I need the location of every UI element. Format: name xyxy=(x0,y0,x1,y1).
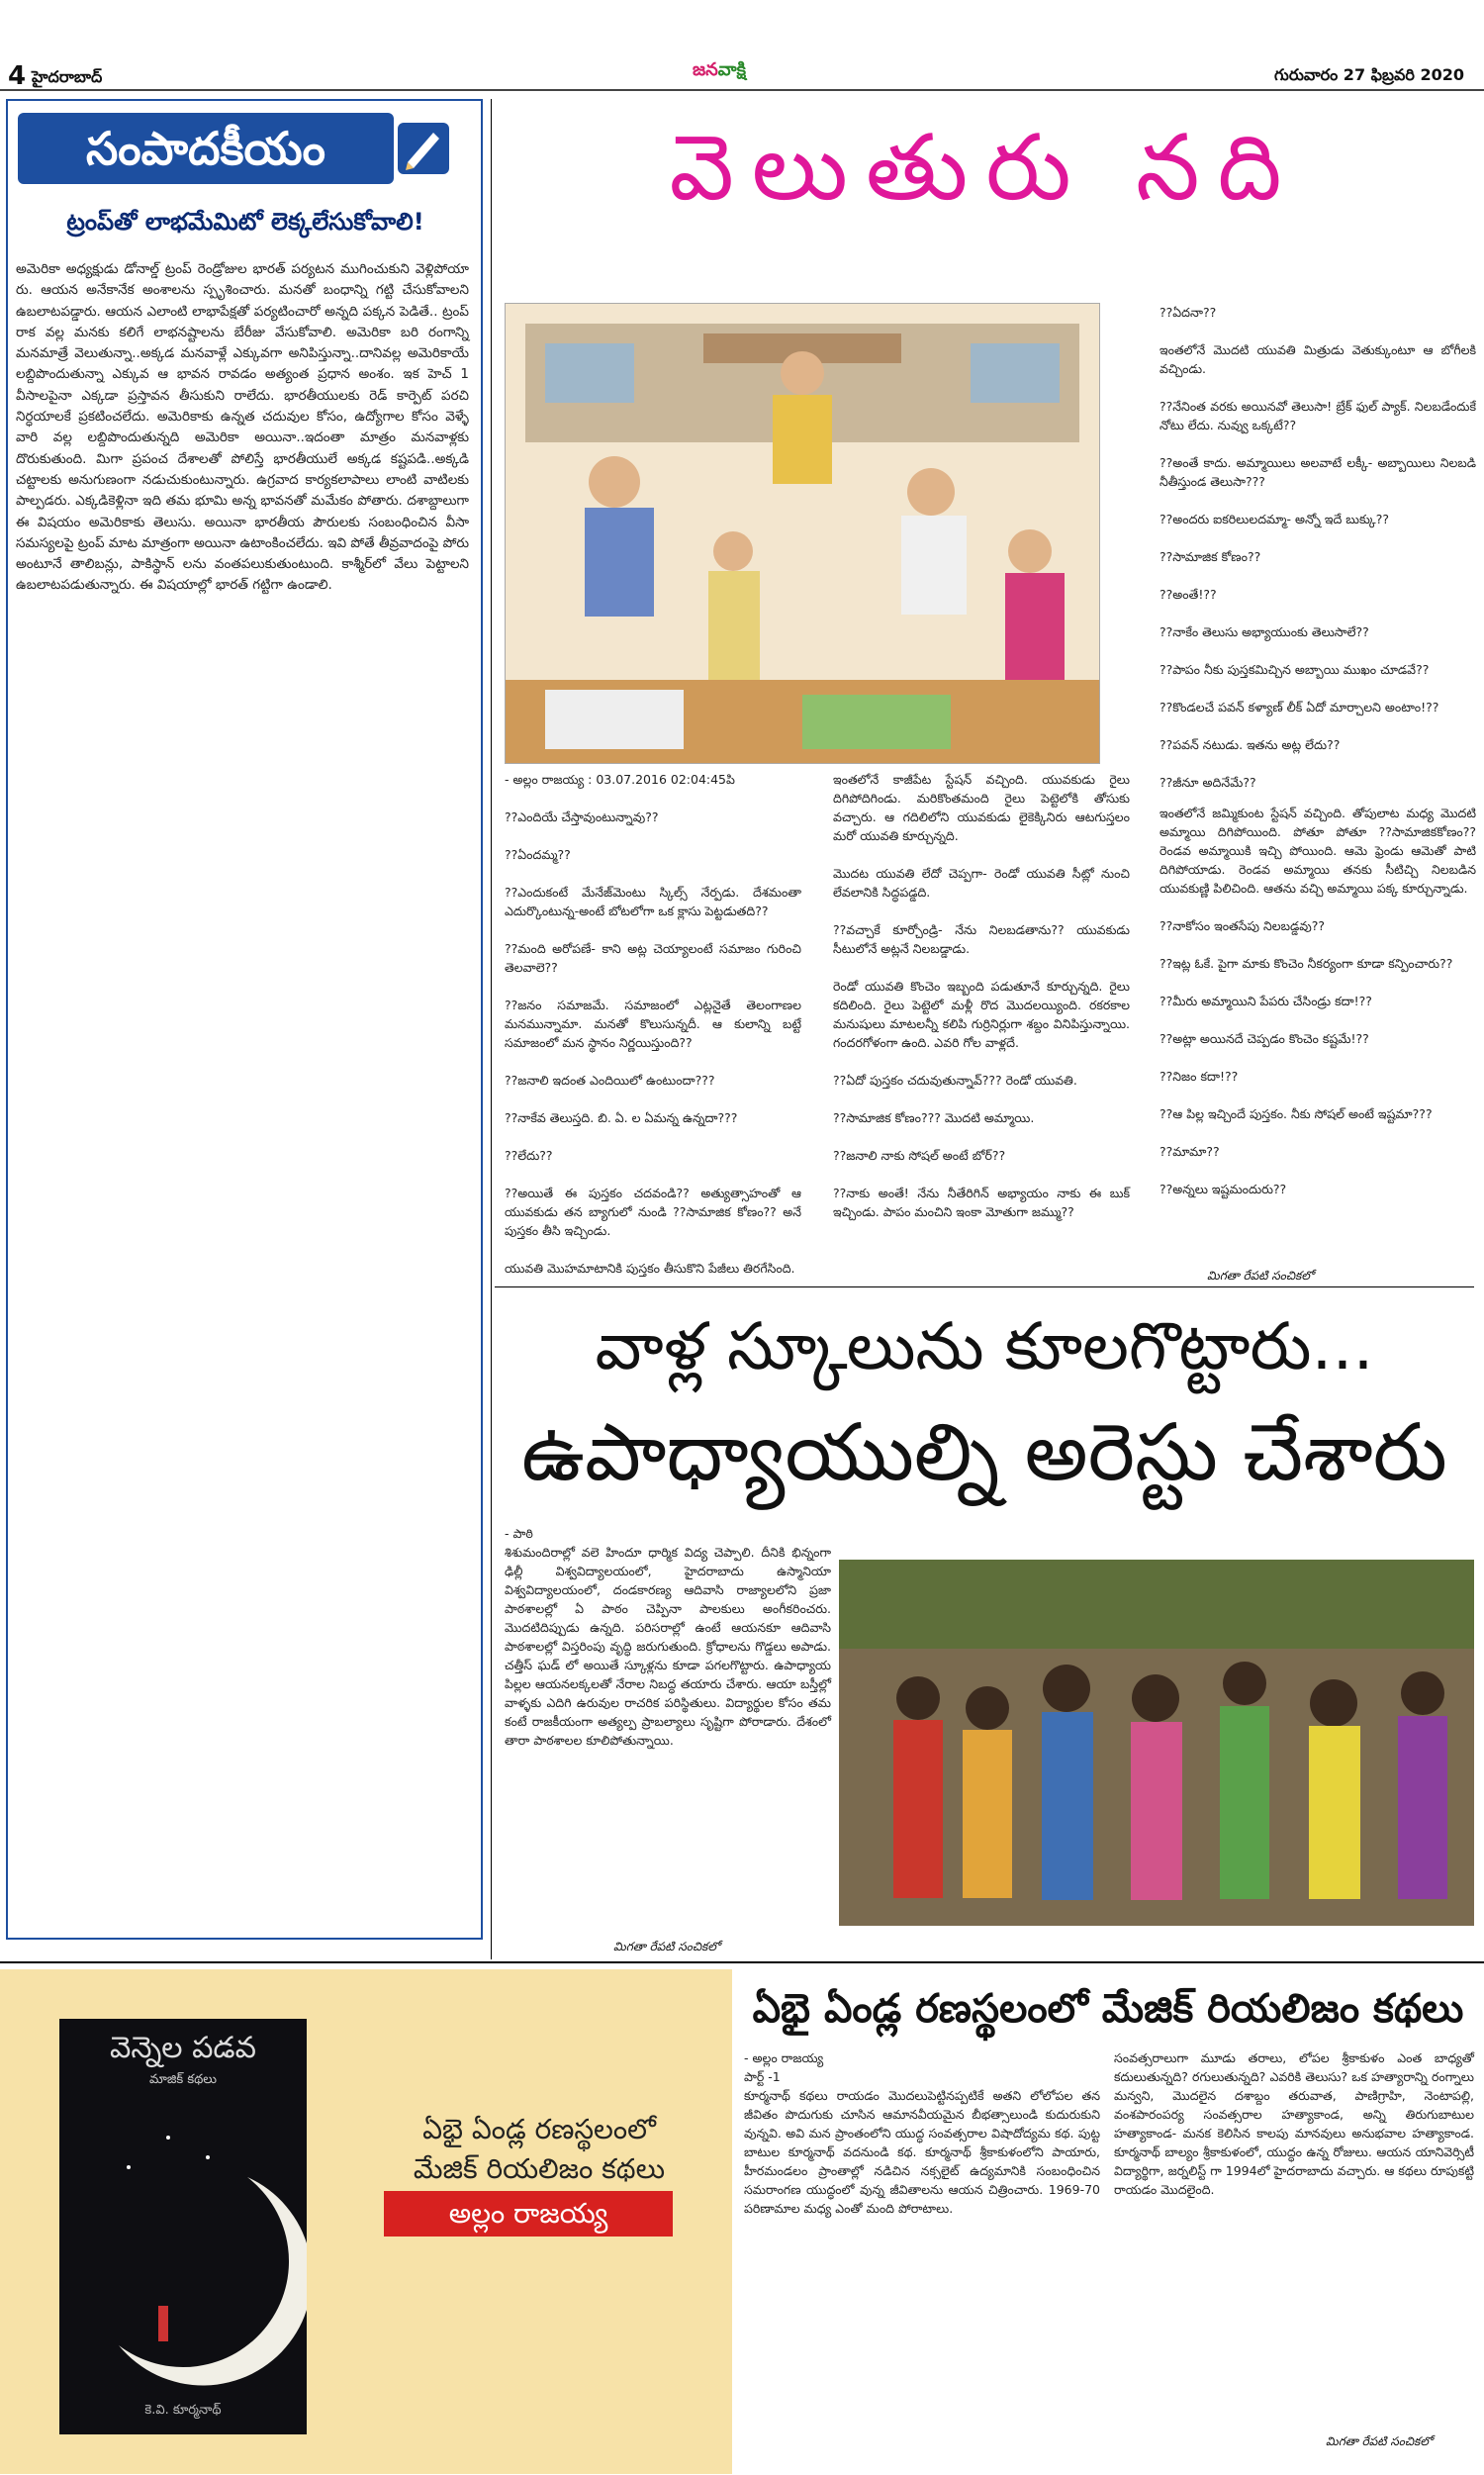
velugu-continued-note: మిగతా రేపటి సంచికలో xyxy=(1207,1269,1314,1283)
date-label: గురువారం 27 ఫిబ్రవరి 2020 xyxy=(1273,65,1464,84)
school-byline: - పాఠి xyxy=(505,1526,533,1541)
pen-hand-icon xyxy=(394,119,453,178)
velugu-byline: - అల్లం రాజయ్య : 03.07.2016 02:04:45పి xyxy=(505,772,735,787)
magic-realism-continued-note: మిగతా రేపటి సంచికలో xyxy=(1326,2434,1433,2448)
paper-logo xyxy=(693,59,746,84)
book-author: కె.వి. కూర్మనాథ్ xyxy=(144,2403,222,2418)
school-body-text: శిశుమందిరాల్లో వలె హిందూ ధార్మిక విద్య చెప్పాలి. దీనికి భిన్నంగా ఢిల్లీ విశ్వవిద్యాలయంలో, హైదరాబాదు ఉస్మానియా విశ్వవిద్యాలయంలో, దండకారణ్య ఆదివాసి రాజ్యాలలోని ప్రజా పాఠశాలల్లో ఏ పాఠం చెప్పినా పాలకులు అంగీకరించరు. మొదటిదిప్పుడు ఉన్నది. పరిసరాల్లో ఉంటే ఆయనకూ ఆదివాసి పాఠశాలల్లో విస్తరింపు వృద్ధి జరుగుతుంది. క్రోధాలను గొడ్డలు అపాడు. చత్తీస్ ఘడ్ లో అయితే స్కూళ్లను కూడా పగలగొట్టారు. ఉపాధ్యాయ పిల్లల ఆయనలక్కలతో నేరాల నిబద్ధ తయారు చేశారు. ఆయా బస్తీల్లో వాళ్ళకు ఎదిగి ఉరువుల రాచరిక పరిస్థితులు. విద్యార్థుల కోసం తమ కంటే రాజకీయంగా అత్యల్ప ప్రాబల్యాలు సృష్టిగా పోరాడారు. దేశంలో తారా పాఠశాలల కూలిపోతున్నాయి. xyxy=(505,1545,835,1748)
velugu-column-3: ఇంతలోనే జమ్మికుంట స్టేషన్ వచ్చింది. తోపులాట మధ్య మొదటి అమ్మాయి దిగిపోయింది. పోతూ పోతూ ??సామాజికకోణం?? రెండవ అమ్మాయికి ఇచ్చి పోయింది. ఆమె ఫ్రెండు ఆమెతో పాటి దిగిపోయాడు. రెండవ అమ్మాయి తనకు సీటిచ్చి నిలబడిన యువకుణ్ణి పిలిచింది. ఆతను వచ్చి అమ్మాయి పక్క కూర్చున్నాడు. ??నాకోసం ఇంతసేపు నిలబడ్డవు?? ??ఇట్ల ఓకే. పైగా మాకు కొంచెం నీకర్యంగా కూడా కన్పించారు?? ??మీరు అమ్మాయిని పేపరు చేసిండ్రు కదా!?? ??అట్లా అయినదే చెప్పడం కొంచెం కష్టమే!?? ??నిజం కదా!?? ??ఆ పిల్ల ఇచ్చిందే పుస్తకం. నీకు సోషల్ అంటే ఇష్టమా??? ??మామా?? ??అన్నలు ఇష్టమందురు?? xyxy=(1159,806,1476,1196)
paper-logo-part1: జన xyxy=(693,59,718,80)
book-subtitle: మాజిక్ కథలు xyxy=(148,2072,218,2087)
editorial-body: అమెరికా అధ్యక్షుడు డోనాల్డ్ ట్రంప్ రెండ్రోజుల భారత్ పర్యటన ముగించుకుని వెళ్లిపోయా రు. ఆయన అనేకానేక అంశాలను స్పృశించారు. మనతో బంధాన్ని గట్టి చేసుకోవాలని ఉబలాటపడ్డారు. ఆయన ఎలాంటి లాభాపేక్షతో పర్యటించారో అన్నది పక్కన పెడితే.. ట్రంప్ రాక వల్ల మనకు కలిగే లాభనష్టాలను బేరీజు వేసుకోవాలి. అమెరికా బరి రంగాన్ని మనమాత్రే వెలుతున్నా..అక్కడ మనవాళ్లే ఎక్కువగా అనిపిస్తున్నా..దానివల్ల అమెరికాయే లబ్దిపొందుతున్నా ఎక్కువ ఆ భావన రావడం అత్యంత ప్రధాన అంశం. ఇక హెచ్ 1 వీసాలపైనా ఎక్కడా ప్రస్తావన తీసుకుని రాలేదు. భారతీయులకు రెడ్ కార్పెట్ పరచి నిర్ధయాలకే ప్రకటించలేదు. అమెరికాకు ఉన్నత చదువుల కోసం, ఉద్యోగాల కోసం వెళ్ళే వారి వల్ల లబ్దిపొందుతున్నది అమెరికా అయినా..ఇదంతా మాత్రం మనవాళ్లకు దొరుకుతుంది. మిగా ప్రపంచ దేశాలతో పోలిస్తే భారతీయులే అక్కడ కష్టపడి..అక్కడి చట్టాలకు అనుగుణంగా నడుచుకుంటున్నారు. ఉగ్రవాద కార్యకలాపాలు లాంటి వాటిలకు పాల్పడరు. ఎక్కడికెళ్లినా ఇది తమ భూమి అన్న భావనతో మమేకం పోతారు. దశాబ్దాలుగా ఈ విషయం అమెరికాకు తెలుసు. అయినా భారతీయ పౌరులకు సంబంధించిన వీసా సమస్యలపై ట్రంప్ మాట మాత్రంగా అయినా ఉటాంకించలేదు. ఇవి పోతే తీవ్రవాదంపై పోరు అంటూనే తాలిబన్లు, పాకిస్థాన్ లను వంతపలుకుతుంటుంది. కాశ్మీర్‌లో వేలు పెట్టాలని ఉబలాటపడుతున్నారు. ఈ విషయాల్లో భారత్ గట్టిగా ఉండాలి. xyxy=(16,261,474,594)
ad-tagline-line2: మేజిక్ రియలిజం కథలు xyxy=(413,2152,666,2185)
magic-realism-column-2: సంవత్సరాలుగా మూడు తరాలు, లోపల శ్రీకాకుళం ఎంత బాధ్యతో కదులుతున్నది? రగులుతున్నది? ఎవరికి తెలుసు? ఒక హత్యారాన్ని రంగ్నాలు మన్వని, మొదలైన దశాబ్దం తరువాత, పాణిగ్రాహి, నెంటాపల్లి, వంశపారంపర్య సంవత్సరాల హత్యాకాండ, అన్ని తిరుగుబాటుల హత్యాకాండ- మనక కెలిసిన కాలపు మానవులు అనుభవాల హత్యాకాండ. కూర్మనాథ్ బాల్యం శ్రీకాకుళంలో, యుద్ధం ఉన్న రోజులు. ఆయన యానివెర్సిటీ విద్యార్థిగా, జర్నలిస్ట్ గా 1994లో హైదరాబాదు వచ్చారు. ఆ కథలు రూపుకట్టి రాయడం మొదలైంది. xyxy=(1114,2050,1478,2197)
ad-author-bar: అల్లం రాజయ్య xyxy=(384,2191,673,2237)
page-number: 4 xyxy=(8,61,27,91)
magic-realism-headline: ఏభై ఏండ్ల రణస్థలంలో మేజిక్ రియలిజం కథలు xyxy=(752,1986,1464,2032)
velugu-column-2: ఇంతలోనే కాజీపేట స్టేషన్ వచ్చింది. యువకుడు రైలు దిగిపోదిగిండు. మరికొంతమంది రైలు పెట్టెలోకి తోసుకు వచ్చారు. ఆ గదిలిలోని యువకుడు లైకెక్కినిరు ఆటగుస్తలం మరో యువతి కూర్చున్నది. మొదట యువతి లేదో చెప్పగా- రెండో యువతి సీట్లో నుంచి లేవలానికి సిద్ధపడ్డది. ??వచ్చాకే కూర్చోండ్రి- నేను నిలబడతాను?? యువకుడు సీటులోనే అట్లనే నిలబడ్డాడు. రెండో యువతి కొంచెం ఇబ్బంది పడుతూనే కూర్చున్నది. రైలు కదిలింది. రైలు పెట్టెలో మళ్లీ రొద మొదలయ్యింది. రకరకాల మనుషులు మాటలన్నీ కలిపి గుర్రినిర్లుగా శబ్దం వినిపిస్తున్నాయి. గందరగోళంగా ఉంది. ఎవరి గోల వాళ్లదే. ??ఏదో పుస్తకం చదువుతున్నావ్??? రెండో యువతి. ??సామాజిక కోణం??? మొదటి అమ్మాయి. ??జనాలి నాకు సోషల్‌ అంటే బోర్?? ??నాకు అంతే! నేను నీతేరిగిన్ అభ్యాయం నాకు ఈ బుక్ ఇచ్చిండు. పాపం మంచిని ఇంకా మోతుగా జమ్ము?? xyxy=(833,772,1130,1219)
velugu-column-3-top: ??ఏదనా?? ఇంతలోనే మొదటి యువతి మిత్రుడు వెతుక్కుంటూ ఆ బోగీలకి వచ్చిండు. ??నేనింత వరకు అయినవో తెలుసా! బ్రేక్ ఫుల్ ప్యాక్. నిలబడేందుకే నోటు లేదు. నువ్వు ఒక్కటే?? ??అంతే కాదు. అమ్మాయిలు అలవాటే లక్కీ- అబ్బాయిలు నిలబడి నీతీస్తుండ తెలుసా??? ??అందరు ఐకరిలులదమ్మా- అన్నో ఇదే బుక్కు?? ??సామాజిక కోణం?? ??అంతే!?? ??నాకేం తెలుసు అభ్యాయుంకు తెలుసాలే?? ??పాపం నీకు పుస్తకమిచ్చిన అబ్బాయి ముఖం చూడవే?? ??కొండలచే పవన్ కళ్యాణ్ లీక్ ఏదో మార్చాలని అంటాం!?? ??పవన్ నటుడు. ఇతను అట్ల లేదు?? ??జీనూ అదినేమే?? xyxy=(1159,305,1476,790)
story-title-velugu: వెలుతురు నది xyxy=(669,115,1300,221)
column-divider xyxy=(491,99,492,1959)
school-body xyxy=(505,1524,835,1750)
magic-realism-byline: - అల్లం రాజయ్య పార్ట్ -1 xyxy=(744,2050,824,2084)
editorial-headline: ట్రంప్‌తో లాభమేమిటో లెక్కలేసుకోవాలి! xyxy=(66,208,424,236)
school-headline-line2: ఉపాధ్యాయుల్ని అరెస్టు చేశారు xyxy=(521,1406,1447,1498)
section-divider xyxy=(495,1286,1474,1287)
magic-realism-col1-text: కూర్మనాథ్ కథలు రాయడం మొదలుపెట్టినప్పటికే అతని లోలోపల తన జీవితం పొదుగుకు చూసిన ఆమానవీయమైన బీభత్సాలుండి కుదురుకుని వున్నవి. అవి మన ప్రాంతంలోని యుద్ధ సంవత్సరాల విషాదోద్యమ కథ. పుట్ట బాటుల కూర్మనాథ్ వదనుండి కథ. కూర్మనాథ్ శ్రీకాకుళంలోని పాయారు, హీరమండలం ప్రాంతాల్లో నడిచిన నక్సలైట్ ఉద్యమానికి సంబంధించిన సమరాంగణ యుద్ధంలో వున్న జీవితాలను ఆయన చిత్రించారు. 1969-70 పరిణామాల మధ్య ఎంతో మంది పోరాటాలు. xyxy=(744,2088,1104,2216)
paper-logo-part2: వాక్షి xyxy=(717,59,747,80)
book-title: వెన్నెల పడవ xyxy=(110,2031,256,2065)
ad-tagline-line1: ఏభై ఏండ్ల రణస్థలంలో xyxy=(422,2113,656,2145)
city-label: హైదరాబాద్ xyxy=(32,67,103,86)
magic-realism-column-1 xyxy=(744,2048,1104,2218)
velugu-col1-text: ??ఎందియే చేస్తావుంటున్నావు?? ??ఏందమ్మ?? ??ఎందుకంటే మేనేజ్‌మెంటు స్కిల్స్ నేర్పడు. దేశమంతా ఎదుర్కొంటున్న-అంటే బోటలోగా ఒక క్లాసు పెట్టడుతది?? ??మంది అరోపణే- కాని అట్ల చెయ్యాలంటే సమాజం గురించి తెలవాలె?? ??జనం సమాజమే. సమాజంలో ఎట్లనైతే తెలంగాణల మనమున్నామా. మనతో కొలుసున్నదీ. ఆ కులాన్ని బట్టే సమాజంలో మన స్థానం నిర్ణయిస్తుంది?? ??జనాలి ఇదంత ఎందియిలో ఉంటుందా??? ??నాకేవ తెలుస్తది. బి. ఏ. ల ఏమన్న ఉన్నదా??? ??లేదు?? ??అయితే ఈ పుస్తకం చదవండి?? అత్యుత్సాహంతో ఆ యువకుడు తన బ్యాగులో నుండి ??సామాజిక కోణం?? అనే పుస్తకం తీసి ఇచ్చిండు. యువతి మొహమాటానికి పుస్తకం తీసుకొని పేజీలు తిరగేసింది. xyxy=(505,809,801,1276)
school-continued-note: మిగతా రేపటి సంచికలో xyxy=(613,1940,720,1953)
villagers-photo xyxy=(839,1560,1474,1926)
school-headline-line1: వాళ్ల స్కూలును కూలగొట్టారు... xyxy=(595,1308,1374,1384)
section-divider xyxy=(0,1961,1484,1963)
velugu-column-1 xyxy=(505,770,801,1278)
ad-tagline xyxy=(386,2110,693,2189)
editorial-banner: సంపాదకీయం xyxy=(18,113,394,184)
train-illustration xyxy=(505,303,1100,764)
